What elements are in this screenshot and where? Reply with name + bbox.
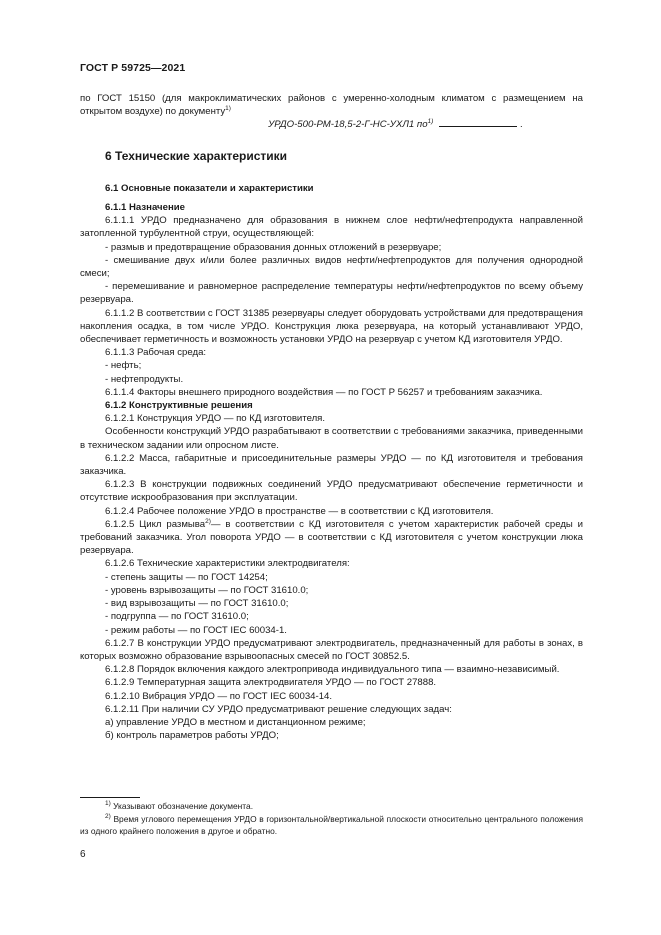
- paragraph: 6.1.1.1 УРДО предназначено для образования в нижнем слое нефти/нефтепродукта направленной затопленной турбулентной струи, осуществляющей:: [80, 215, 583, 240]
- list-item: - перемешивание и равномерное распределение температуры нефти/нефтепродуктов по всему объему резервуара.: [80, 281, 583, 306]
- list-item: - режим работы — по ГОСТ IEC 60034-1.: [105, 624, 287, 636]
- subsection-6-1-1-title: 6.1.1 Назначение: [105, 202, 185, 213]
- footnotes: [80, 801, 583, 837]
- list-item: - смешивание двух и/или более различных видов нефти/нефтепродуктов для получения однородной смеси;: [80, 254, 583, 280]
- paragraph: 6.1.2.3 В конструкции подвижных соединений УРДО предусматривают обеспечение герметичности и отсутствие искрообразования при эксплуатации.: [80, 479, 583, 504]
- footnote-1: $^{1)}$ Указывают обозначение документа.: [105, 800, 254, 811]
- list-item: - подгруппа — по ГОСТ 31610.0;: [105, 611, 249, 623]
- page-number: 6: [80, 849, 86, 860]
- list-item: а) управление УРДО в местном и дистанционном режиме;: [105, 716, 366, 728]
- section-title: 6 Технические характеристики: [105, 149, 288, 163]
- designation-example: УРДО-500-РМ-18,5-2-Г-НС-УХЛ1 $по^{1)}$ .: [268, 118, 523, 131]
- paragraph: 6.1.1.3 Рабочая среда:: [105, 347, 207, 359]
- paragraph: 6.1.2.10 Вибрация УРДО — по ГОСТ IEC 60034-14.: [105, 690, 333, 702]
- footnote-2: $^{2)}$ Время углового перемещения УРДО в горизонтальной/вертикальной плоскости относительно центрального положения из одного крайнего положения в другое и обратно.: [80, 813, 584, 836]
- intro-paragraph: по ГОСТ 15150 (для макроклиматических районов с умеренно-холодным климатом с размещением на открытом воздухе) по документу$^{1)}$: [80, 93, 583, 118]
- list-item: - степень защиты — по ГОСТ 14254;: [105, 571, 268, 583]
- paragraph: 6.1.2.2 Масса, габаритные и присоединительные размеры УРДО — по КД изготовителя и требования заказчика.: [80, 452, 583, 478]
- blank-line: [439, 126, 517, 127]
- subsection-6-1-2-title: 6.1.2 Конструктивные решения: [105, 400, 253, 412]
- paragraph: 6.1.2.9 Температурная защита электродвигателя УРДО — по ГОСТ 27888.: [105, 677, 437, 689]
- list-item: - нефть;: [105, 360, 142, 372]
- document-code-header: ГОСТ Р 59725—2021: [80, 62, 186, 74]
- list-item: - размыв и предотвращение образования донных отложений в резервуаре;: [105, 241, 442, 253]
- paragraph: 6.1.1.2 В соответствии с ГОСТ 31385 резервуары следует оборудовать устройствами для предотвращения накопления осадка, в том числе УРДО. Конструкция люка резервуара, на который устанавливают УРДО, обеспечивает герметичность и возможность установки УРДО на резервуар с учетом КД изготовителя УРДО.: [80, 307, 583, 346]
- paragraph: 6.1.2.7 В конструкции УРДО предусматривают электродвигатель, предназначенный для работы в зонах, в которых возможно образование взрывоопасных смесей по ГОСТ 30852.5.: [80, 637, 583, 662]
- paragraph: 6.1.1.4 Факторы внешнего природного воздействия — по ГОСТ Р 56257 и требованиям заказчика.: [105, 386, 543, 398]
- paragraph: 6.1.2.4 Рабочее положение УРДО в пространстве — в соответствии с КД изготовителя.: [105, 505, 494, 517]
- paragraph: 6.1.2.8 Порядок включения каждого электропривода индивидуального типа — взаимно-независимый.: [105, 664, 560, 676]
- main-text: [80, 201, 583, 742]
- footnote-separator: [80, 797, 140, 798]
- paragraph: Особенности конструкций УРДО разрабатывают в соответствии с требованиями заказчика, приведенными в техническом задании или опросном листе.: [80, 426, 583, 451]
- list-item: б) контроль параметров работы УРДО;: [105, 730, 279, 742]
- list-item: - уровень взрывозащиты — по ГОСТ 31610.0;: [105, 584, 309, 596]
- subsection-6-1-title: 6.1 Основные показатели и характеристики: [105, 183, 314, 194]
- paragraph: 6.1.2.1 Конструкция УРДО — по КД изготовителя.: [105, 413, 326, 425]
- paragraph: 6.1.2.5 Цикл размыва$^{2)}$— в соответствии с КД изготовителя с учетом характеристик рабочей среды и требований заказчика. Угол поворота УРДО — в соответствии с КД изготовителя с учетом конструкции люка резервуара.: [80, 517, 583, 557]
- paragraph: 6.1.2.6 Технические характеристики электродвигателя:: [105, 558, 350, 570]
- paragraph: 6.1.2.11 При наличии СУ УРДО предусматривают решение следующих задач:: [105, 703, 452, 715]
- list-item: - нефтепродукты.: [105, 373, 184, 385]
- list-item: - вид взрывозащиты — по ГОСТ 31610.0;: [105, 598, 289, 610]
- intro-block: [80, 92, 583, 132]
